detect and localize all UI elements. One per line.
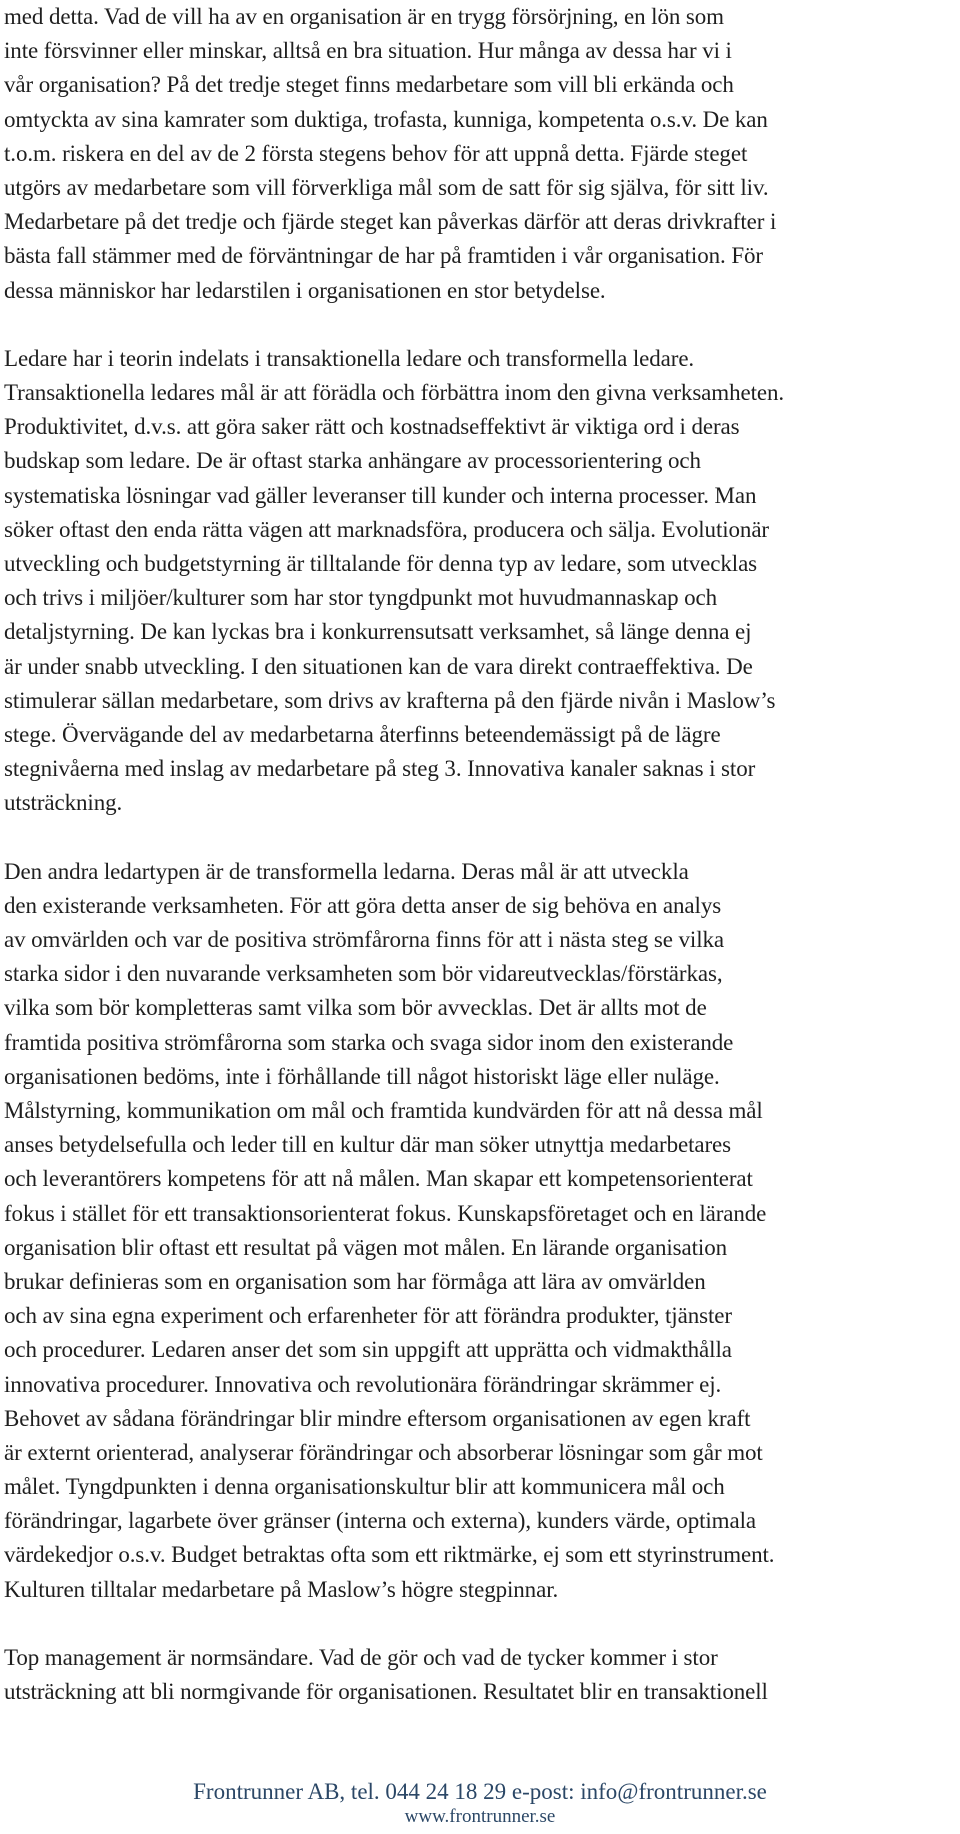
text-line: Ledare har i teorin indelats i transaktionella ledare och transformella ledare. bbox=[4, 345, 695, 371]
text-line: utgörs av medarbetare som vill förverkliga mål som de satt för sig själva, för sitt liv. bbox=[4, 174, 769, 200]
text-line: är under snabb utveckling. I den situationen kan de vara direkt contraeffektiva. De bbox=[4, 653, 753, 679]
text-line: Top management är normsändare. Vad de gör och vad de tycker kommer i stor bbox=[4, 1645, 718, 1670]
text-line: av omvärlden och var de positiva strömfårorna finns för att i nästa steg se vilka bbox=[4, 927, 725, 953]
text-line: fokus i stället för ett transaktionsorienterat fokus. Kunskapsföretaget och en lärande bbox=[4, 1200, 767, 1226]
text-line: anses betydelsefulla och leder till en kultur där man söker utnyttja medarbetares bbox=[4, 1132, 732, 1158]
text-line: stimulerar sällan medarbetare, som drivs av krafterna på den fjärde nivån i Maslow’s bbox=[4, 687, 776, 713]
document-body bbox=[4, 0, 954, 1709]
text-line: inte försvinner eller minskar, alltså en bra situation. Hur många av dessa har vi i bbox=[4, 38, 732, 64]
text-line: utveckling och budgetstyrning är tilltalande för denna typ av ledare, som utvecklas bbox=[4, 551, 758, 576]
paragraph-gap bbox=[4, 308, 954, 342]
text-line: utsträckning att bli normgivande för organisationen. Resultatet blir en transaktionell bbox=[4, 1679, 768, 1705]
text-line: Transaktionella ledares mål är att förädla och förbättra inom den givna verksamheten. bbox=[4, 380, 785, 406]
text-line: organisationen bedöms, inte i förhållande till något historiskt läge eller nuläge. bbox=[4, 1063, 720, 1089]
text-line: budskap som ledare. De är oftast starka anhängare av processorientering och bbox=[4, 448, 701, 474]
text-line: den existerande verksamheten. För att göra detta anser de sig behöva en analys bbox=[4, 892, 722, 918]
text-line: och av sina egna experiment och erfarenheter för att förändra produkter, tjänster bbox=[4, 1303, 732, 1329]
text-line: organisation blir oftast ett resultat på vägen mot målen. En lärande organisation bbox=[4, 1234, 728, 1260]
text-line: systematiska lösningar vad gäller leveranser till kunder och interna processer. Man bbox=[4, 482, 757, 508]
text-line: och leverantörers kompetens för att nå målen. Man skapar ett kompetensorienterat bbox=[4, 1166, 753, 1192]
text-line: detaljstyrning. De kan lyckas bra i konkurrensutsatt verksamhet, så länge denna ej bbox=[4, 619, 752, 645]
text-line: Målstyrning, kommunikation om mål och framtida kundvärden för att nå dessa mål bbox=[4, 1098, 763, 1123]
text-line: och trivs i miljöer/kulturer som har stor tyngdpunkt mot huvudmannaskap och bbox=[4, 585, 718, 611]
text-line: dessa människor har ledarstilen i organisationen en stor betydelse. bbox=[4, 277, 606, 303]
text-line: är externt orienterad, analyserar förändringar och absorberar lösningar som går mot bbox=[4, 1439, 763, 1465]
text-line: söker oftast den enda rätta vägen att marknadsföra, producera och sälja. Evolutionär bbox=[4, 516, 769, 542]
text-line: omtyckta av sina kamrater som duktiga, trofasta, kunniga, kompetenta o.s.v. De kan bbox=[4, 106, 768, 132]
text-line: vilka som bör kompletteras samt vilka som bör avvecklas. Det är allts mot de bbox=[4, 995, 707, 1021]
paragraph-gap bbox=[4, 821, 954, 855]
text-line: Kulturen tilltalar medarbetare på Maslow’s högre stegpinnar. bbox=[4, 1576, 559, 1602]
text-line: innovativa procedurer. Innovativa och revolutionära förändringar skrämmer ej. bbox=[4, 1371, 722, 1397]
text-line: t.o.m. riskera en del av de 2 första stegens behov för att uppnå detta. Fjärde steget bbox=[4, 140, 748, 166]
text-line: vår organisation? På det tredje steget finns medarbetare som vill bli erkända och bbox=[4, 72, 734, 98]
text-line: värdekedjor o.s.v. Budget betraktas ofta som ett riktmärke, ej som ett styrinstrument. bbox=[4, 1542, 775, 1568]
text-line: bästa fall stämmer med de förväntningar de har på framtiden i vår organisation. För bbox=[4, 243, 763, 269]
paragraph bbox=[4, 0, 954, 308]
paragraph bbox=[4, 1641, 954, 1709]
text-line: Den andra ledartypen är de transformella ledarna. Deras mål är att utveckla bbox=[4, 858, 689, 884]
text-line: med detta. Vad de vill ha av en organisation är en trygg försörjning, en lön som bbox=[4, 4, 724, 29]
text-line: utsträckning. bbox=[4, 790, 123, 816]
paragraph bbox=[4, 342, 954, 821]
text-line: Medarbetare på det tredje och fjärde steget kan påverkas därför att deras drivkrafter i bbox=[4, 209, 777, 235]
text-line: Behovet av sådana förändringar blir mindre eftersom organisationen av egen kraft bbox=[4, 1405, 751, 1431]
text-line: starka sidor i den nuvarande verksamheten som bör vidareutvecklas/förstärkas, bbox=[4, 961, 723, 987]
text-line: Produktivitet, d.v.s. att göra saker rätt och kostnadseffektivt är viktiga ord i deras bbox=[4, 414, 740, 440]
text-line: stegnivåerna med inslag av medarbetare på steg 3. Innovativa kanaler saknas i stor bbox=[4, 756, 756, 782]
text-line: målet. Tyngdpunkten i denna organisationskultur blir att kommunicera mål och bbox=[4, 1474, 725, 1500]
paragraph bbox=[4, 855, 954, 1607]
footer-website-link[interactable]: www.frontrunner.se bbox=[404, 1806, 556, 1827]
text-line: och procedurer. Ledaren anser det som sin uppgift att upprätta och vidmakthålla bbox=[4, 1337, 732, 1363]
paragraph-gap bbox=[4, 1607, 954, 1641]
text-line: förändringar, lagarbete över gränser (interna och externa), kunders värde, optimala bbox=[4, 1508, 756, 1534]
text-line: brukar definieras som en organisation som har förmåga att lära av omvärlden bbox=[4, 1268, 706, 1294]
text-line: framtida positiva strömfårorna som starka och svaga sidor inom den existerande bbox=[4, 1029, 734, 1055]
footer-contact: Frontrunner AB, tel. 044 24 18 29 e-post: info@frontrunner.se bbox=[193, 1779, 767, 1804]
text-line: stege. Övervägande del av medarbetarna återfinns beteendemässigt på de lägre bbox=[4, 721, 721, 747]
